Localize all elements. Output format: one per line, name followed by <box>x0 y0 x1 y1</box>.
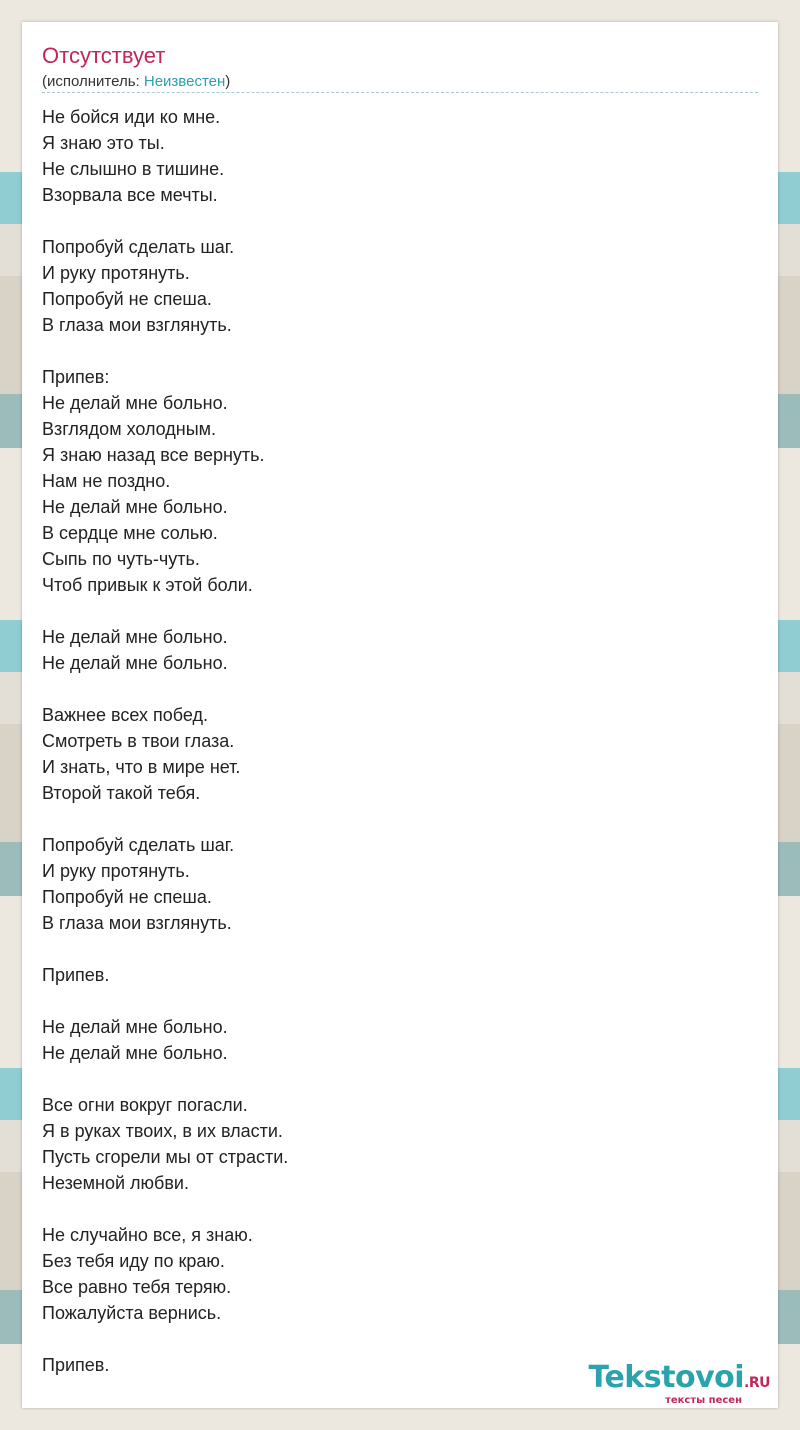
lyric-line <box>42 1066 288 1092</box>
lyric-line: Нам не поздно. <box>42 471 171 491</box>
lyric-line: Не делай мне больно. <box>42 1017 228 1037</box>
lyric-line <box>42 806 288 832</box>
lyric-line: Не делай мне больно. <box>42 1043 228 1063</box>
lyric-line: Попробуй не спеша. <box>42 289 212 309</box>
lyrics-card <box>22 22 778 1408</box>
lyric-line <box>42 936 288 962</box>
site-logo[interactable] <box>588 1362 770 1406</box>
lyric-line: И руку протянуть. <box>42 263 190 283</box>
lyric-line: Я знаю назад все вернуть. <box>42 445 265 465</box>
song-title: Отсутствует <box>42 43 166 68</box>
lyric-line: Попробуй сделать шаг. <box>42 835 235 855</box>
lyric-line: В сердце мне солью. <box>42 523 218 543</box>
lyric-line: Не слышно в тишине. <box>42 159 225 179</box>
lyric-line: Не делай мне больно. <box>42 393 228 413</box>
logo-wordmark <box>588 1362 770 1399</box>
lyric-line: Пусть сгорели мы от страсти. <box>42 1147 289 1167</box>
artist-line <box>42 72 230 92</box>
lyric-line: В глаза мои взглянуть. <box>42 913 232 933</box>
lyric-line: Я знаю это ты. <box>42 133 165 153</box>
lyric-line: Все равно тебя теряю. <box>42 1277 232 1297</box>
logo-tld: .RU <box>744 1375 770 1391</box>
lyric-line: Не делай мне больно. <box>42 627 228 647</box>
lyric-line: Припев: <box>42 367 110 387</box>
logo-main-text: Tekstovoi <box>588 1360 745 1395</box>
lyric-line: Смотреть в твои глаза. <box>42 731 235 751</box>
lyric-line: Пожалуйста вернись. <box>42 1303 222 1323</box>
lyric-line: Взорвала все мечты. <box>42 185 218 205</box>
artist-prefix: (исполнитель: <box>42 73 144 90</box>
lyric-line: Припев. <box>42 965 110 985</box>
lyric-line: В глаза мои взглянуть. <box>42 315 232 335</box>
lyric-line: Без тебя иду по краю. <box>42 1251 225 1271</box>
lyric-line <box>42 338 288 364</box>
lyric-line <box>42 676 288 702</box>
header-divider <box>42 92 758 93</box>
lyric-line: Не случайно все, я знаю. <box>42 1225 253 1245</box>
lyric-line: Важнее всех побед. <box>42 705 208 725</box>
lyric-line: Попробуй не спеша. <box>42 887 212 907</box>
lyric-line <box>42 208 288 234</box>
lyric-line: Не бойся иди ко мне. <box>42 107 221 127</box>
artist-link[interactable]: Неизвестен <box>143 73 226 90</box>
lyric-line: Все огни вокруг погасли. <box>42 1095 248 1115</box>
lyric-line: Второй такой тебя. <box>42 783 201 803</box>
logo-subtitle: тексты песен <box>665 1395 742 1406</box>
lyric-line: И руку протянуть. <box>42 861 190 881</box>
lyric-line: Попробуй сделать шаг. <box>42 237 235 257</box>
artist-suffix: ) <box>225 73 231 90</box>
lyric-line <box>42 598 288 624</box>
lyric-line: Чтоб привык к этой боли. <box>42 575 253 595</box>
lyric-line <box>42 1326 288 1352</box>
lyric-line: Неземной любви. <box>42 1173 189 1193</box>
lyric-line: Взглядом холодным. <box>42 419 217 439</box>
lyric-line: Я в руках твоих, в их власти. <box>42 1121 283 1141</box>
lyrics-text <box>42 104 288 1378</box>
lyric-line: Не делай мне больно. <box>42 497 228 517</box>
lyric-line: Припев. <box>42 1355 110 1375</box>
lyric-line: Не делай мне больно. <box>42 653 228 673</box>
lyric-line <box>42 988 288 1014</box>
lyric-line <box>42 1196 288 1222</box>
lyric-line: И знать, что в мире нет. <box>42 757 241 777</box>
lyric-line: Сыпь по чуть-чуть. <box>42 549 200 569</box>
